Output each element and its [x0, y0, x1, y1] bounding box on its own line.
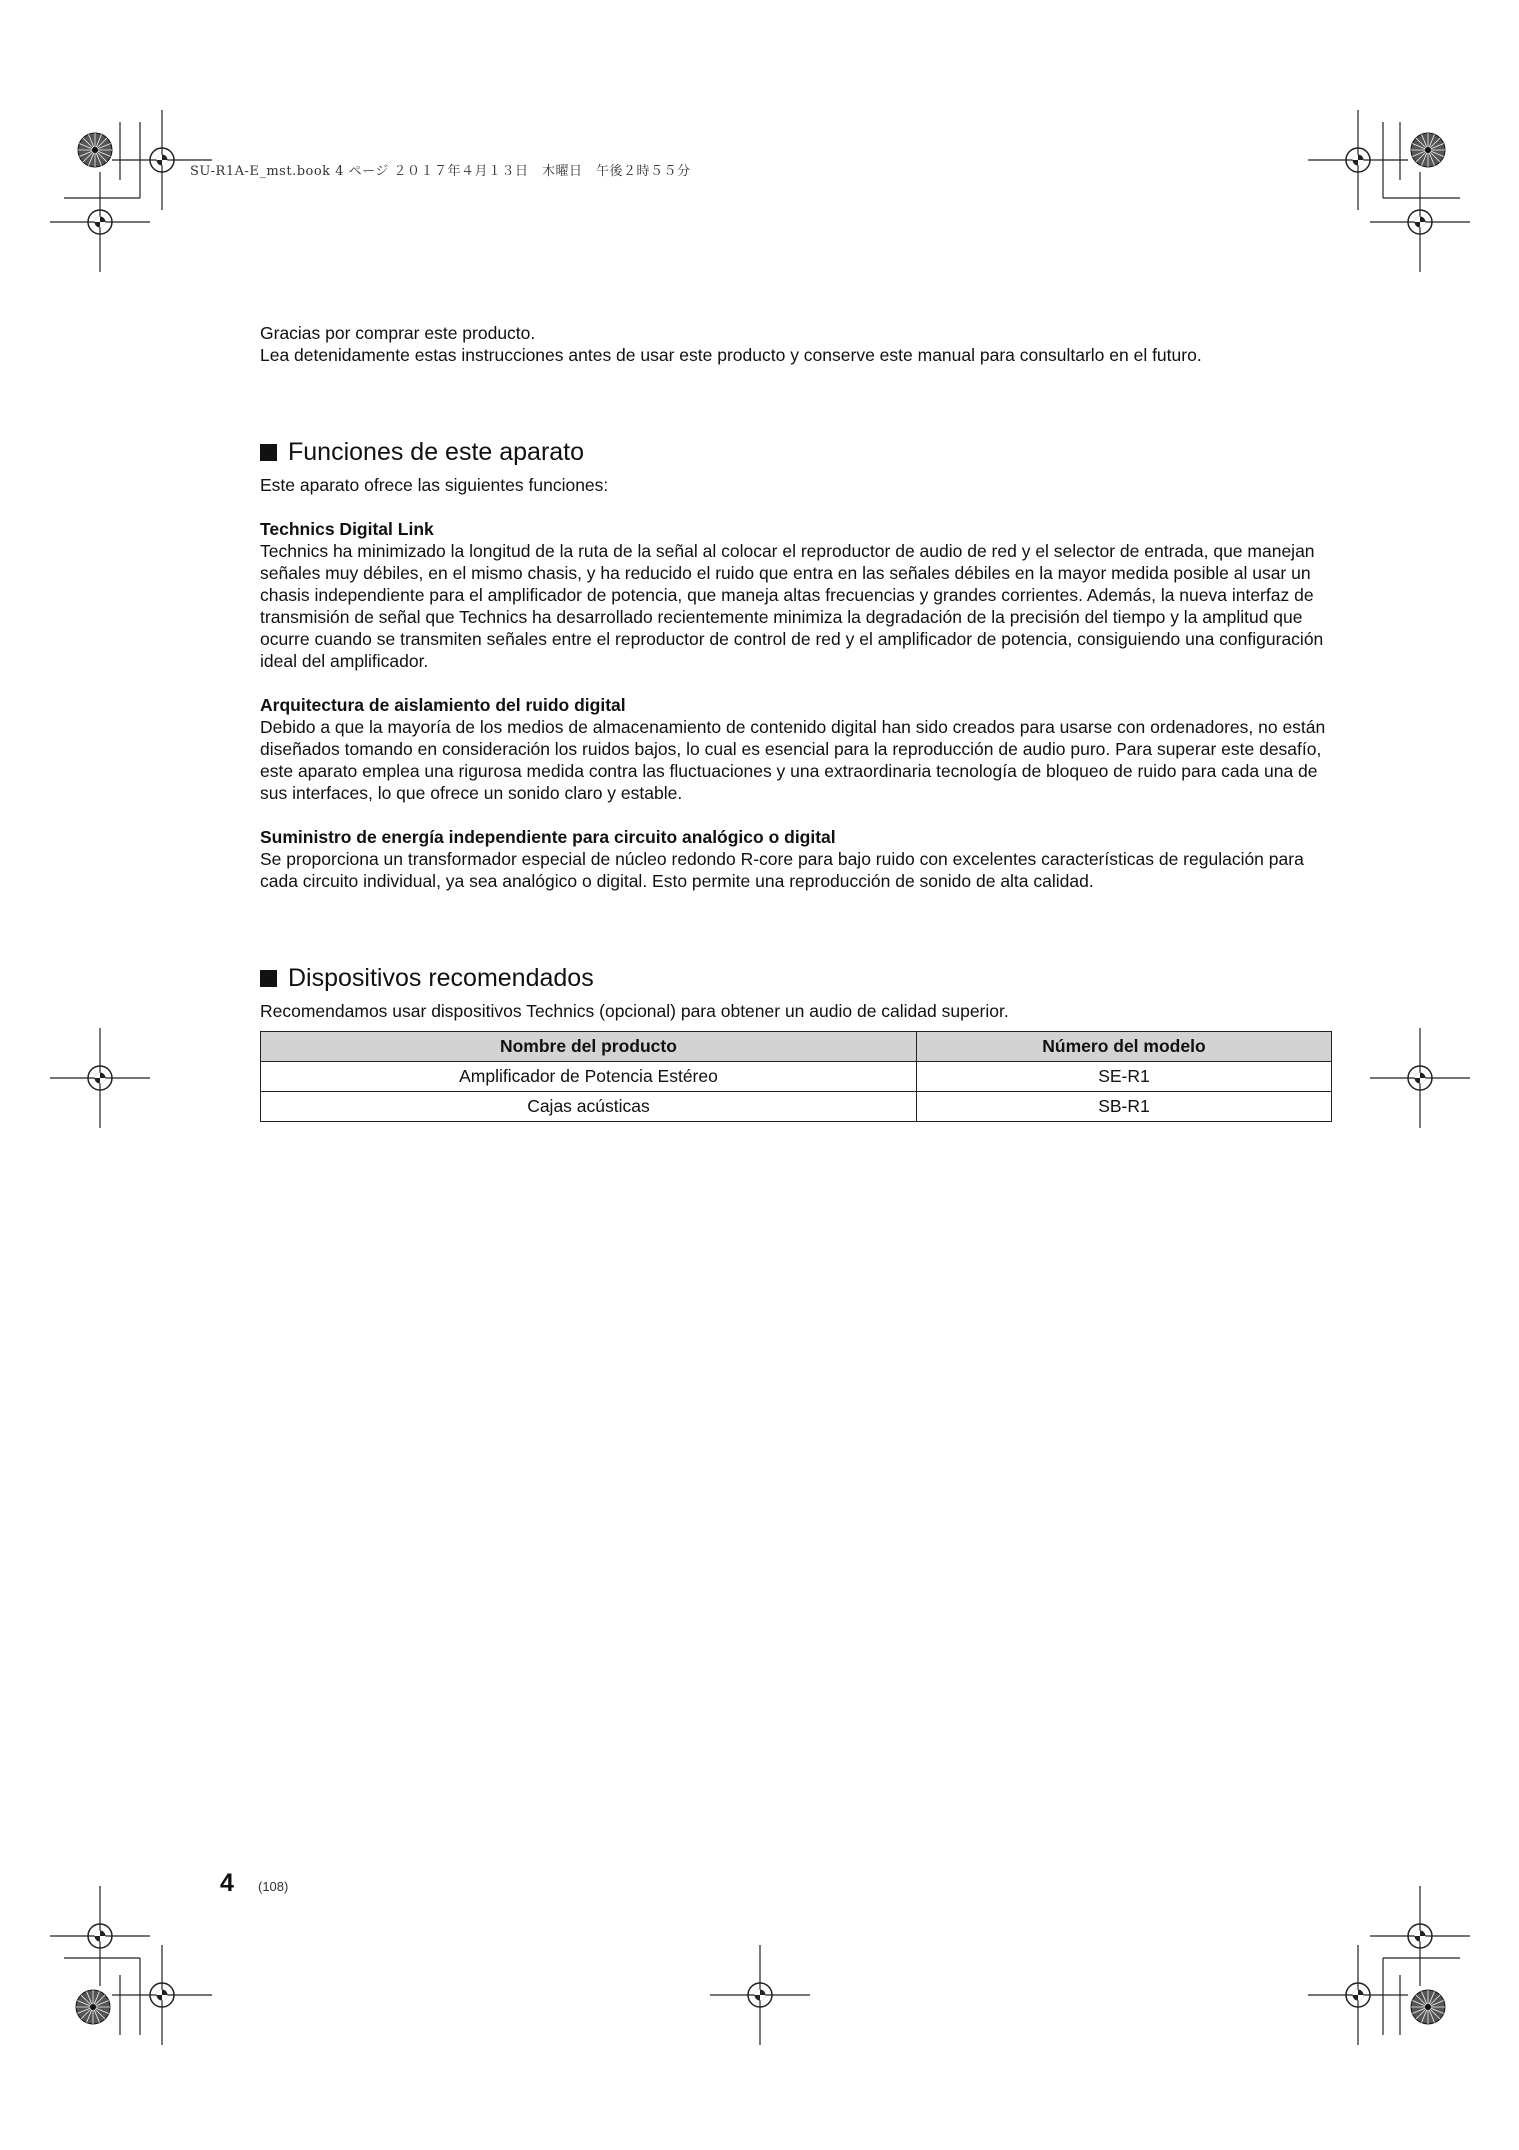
- table-row: [261, 1092, 1332, 1122]
- square-bullet-icon: [260, 970, 277, 987]
- functions-intro: Este aparato ofrece las siguientes funciones:: [260, 475, 609, 495]
- table-cell-model: SE-R1: [916, 1062, 1331, 1092]
- devices-intro: Recomendamos usar dispositivos Technics (opcional) para obtener un audio de calidad superior.: [260, 1001, 1009, 1021]
- intro: [260, 322, 1332, 366]
- print-info-header: SU-R1A-E_mst.book 4 ページ ２０１７年４月１３日 木曜日 午後２時５５分: [190, 164, 691, 179]
- feature-body: Se proporciona un transformador especial de núcleo redondo R-core para bajo ruido con excelentes características de regulación para cada circuito individual, ya sea analógico o digital. Esto permite una reproducción de sonido de alta calidad.: [260, 849, 1304, 891]
- column-header-model: Número del modelo: [916, 1032, 1331, 1062]
- feature-body: Debido a que la mayoría de los medios de almacenamiento de contenido digital han sido creados para usarse con ordenadores, no están diseñados tomando en consideración los ruidos bajos, lo cual es esencial para la reproducción de audio puro. Para superar este desafío, este aparato emplea una rigurosa medida contra las fluctuaciones y una extraordinaria tecnología de bloqueo de ruido para cada una de sus interfaces, lo que ofrece un sonido claro y estable.: [260, 717, 1326, 803]
- feature-title: Suministro de energía independiente para circuito analógico o digital: [260, 827, 836, 847]
- recommended-devices-table: [260, 1031, 1332, 1122]
- devices-title: [260, 964, 1332, 993]
- feature-item: [260, 826, 1332, 892]
- page-number: 4: [220, 1869, 234, 1897]
- page-content: [260, 322, 1332, 1122]
- feature-item: [260, 518, 1332, 672]
- page-sub-number: (108): [258, 1879, 289, 1894]
- functions-title-text: Funciones de este aparato: [288, 438, 585, 466]
- devices-title-text: Dispositivos recomendados: [288, 964, 594, 992]
- table-header-row: [261, 1032, 1332, 1062]
- devices-section: [260, 964, 1332, 1122]
- functions-section: [260, 438, 1332, 892]
- feature-body: Technics ha minimizado la longitud de la ruta de la señal al colocar el reproductor de audio de red y el selector de entrada, que manejan señales muy débiles, en el mismo chasis, y ha reducido el ruido que entra en las señales débiles en la mayor medida posible al usar un chasis independiente para el amplificador de potencia, que maneja altas frecuencias y grandes corrientes. Además, la nueva interfaz de transmisión de señal que Technics ha desarrollado recientemente minimiza la degradación de la precisión del tiempo y la amplitud que ocurre cuando se transmiten señales entre el reproductor de control de red y el amplificador de potencia, consiguiendo una configuración ideal del amplificador.: [260, 541, 1324, 671]
- square-bullet-icon: [260, 444, 277, 461]
- functions-title: [260, 438, 1332, 467]
- table-cell-product: Amplificador de Potencia Estéreo: [261, 1062, 917, 1092]
- column-header-product: Nombre del producto: [261, 1032, 917, 1062]
- intro-line-2: Lea detenidamente estas instrucciones antes de usar este producto y conserve este manual para consultarlo en el futuro.: [260, 345, 1202, 365]
- feature-title: Technics Digital Link: [260, 519, 434, 539]
- feature-title: Arquitectura de aislamiento del ruido digital: [260, 695, 626, 715]
- feature-item: [260, 694, 1332, 804]
- table-cell-model: SB-R1: [916, 1092, 1331, 1122]
- intro-line-1: Gracias por comprar este producto.: [260, 323, 536, 343]
- table-row: [261, 1062, 1332, 1092]
- table-cell-product: Cajas acústicas: [261, 1092, 917, 1122]
